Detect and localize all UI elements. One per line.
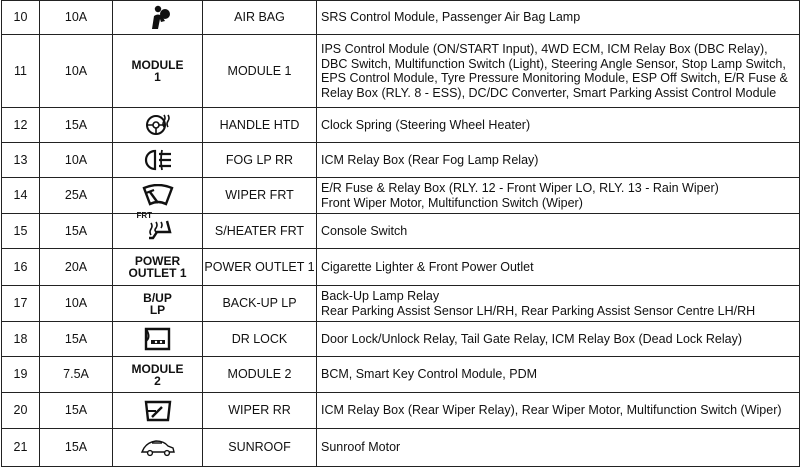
fuse-symbol — [113, 178, 203, 214]
fuse-symbol-label: MODULE 2 — [131, 361, 184, 388]
fuse-rating: 25A — [40, 178, 113, 214]
fuse-name: MODULE 1 — [203, 35, 317, 108]
description-line: ICM Relay Box (Rear Fog Lamp Relay) — [321, 152, 539, 167]
fuse-name: HANDLE HTD — [203, 108, 317, 143]
fuse-row — [2, 178, 800, 214]
fuse-name: S/HEATER FRT — [203, 214, 317, 249]
fuse-row — [2, 143, 800, 178]
door-lock-icon — [113, 327, 202, 351]
fuse-table-body — [2, 1, 800, 467]
description-line: EPS Control Module, Tyre Pressure Monitoring Module, ESP Off Switch, E/R Fuse & — [321, 71, 788, 85]
fuse-row — [2, 1, 800, 35]
sunroof-icon — [113, 439, 202, 457]
fuse-row — [2, 108, 800, 143]
rear-fog-lamp-icon — [113, 149, 202, 171]
fuse-row — [2, 286, 800, 322]
fuse-rating: 15A — [40, 214, 113, 249]
description-line: BCM, Smart Key Control Module, PDM — [321, 367, 538, 382]
fuse-name: POWER OUTLET 1 — [203, 249, 317, 286]
fuse-symbol-label: B/UP LP — [143, 290, 172, 317]
fuse-name: FOG LP RR — [203, 143, 317, 178]
fuse-symbol — [113, 108, 203, 143]
fuse-description — [317, 178, 800, 214]
fuse-number: 15 — [2, 214, 40, 249]
fuse-name: AIR BAG — [203, 1, 317, 35]
rear-wiper-icon — [113, 399, 202, 423]
description-line: Cigarette Lighter & Front Power Outlet — [321, 259, 534, 274]
fuse-name: WIPER RR — [203, 393, 317, 429]
fuse-name: MODULE 2 — [203, 357, 317, 393]
fuse-name: DR LOCK — [203, 322, 317, 357]
description-line: ICM Relay Box (Rear Wiper Relay), Rear Wiper Motor, Multifunction Switch (Wiper) — [321, 403, 782, 418]
fuse-symbol-label: POWER OUTLET 1 — [128, 254, 187, 280]
fuse-symbol — [113, 286, 203, 322]
fuse-row — [2, 249, 800, 286]
fuse-rating: 10A — [40, 1, 113, 35]
description-line: Back-Up Lamp Relay — [321, 289, 440, 303]
fuse-symbol-label: FRT — [136, 211, 153, 220]
front-seat-heater-icon — [136, 211, 173, 240]
steering-wheel-heater-icon — [113, 112, 202, 138]
fuse-number: 20 — [2, 393, 40, 429]
fuse-symbol — [113, 211, 203, 249]
fuse-symbol — [113, 143, 203, 178]
fuse-name: SUNROOF — [203, 429, 317, 467]
fuse-number: 16 — [2, 249, 40, 286]
fuse-number: 11 — [2, 35, 40, 108]
fuse-rating: 10A — [40, 286, 113, 322]
fuse-name: WIPER FRT — [203, 178, 317, 214]
fuse-row — [2, 35, 800, 108]
fuse-symbol — [113, 393, 203, 429]
fuse-rating: 15A — [40, 429, 113, 467]
fuse-rating: 20A — [40, 249, 113, 286]
fuse-rating: 7.5A — [40, 357, 113, 393]
description-line: E/R Fuse & Relay Box (RLY. 12 - Front Wiper LO, RLY. 13 - Rain Wiper) — [321, 181, 719, 195]
front-wiper-icon — [113, 184, 202, 208]
fuse-description — [317, 357, 800, 393]
fuse-symbol — [113, 249, 203, 286]
fuse-number: 10 — [2, 1, 40, 35]
fuse-description — [317, 214, 800, 249]
fuse-row — [2, 393, 800, 429]
fuse-symbol — [113, 429, 203, 467]
fuse-row — [2, 322, 800, 357]
fuse-row — [2, 357, 800, 393]
fuse-rating: 15A — [40, 393, 113, 429]
fuse-number: 13 — [2, 143, 40, 178]
fuse-number: 19 — [2, 357, 40, 393]
airbag-icon — [113, 5, 202, 31]
fuse-symbol-label: MODULE 1 — [131, 58, 184, 84]
description-line: IPS Control Module (ON/START Input), 4WD ECM, ICM Relay Box (DBC Relay), — [321, 42, 768, 56]
fuse-row — [2, 214, 800, 249]
fuse-symbol — [113, 357, 203, 393]
fuse-description — [317, 322, 800, 357]
fuse-symbol — [113, 1, 203, 35]
fuse-symbol — [113, 35, 203, 108]
fuse-description — [317, 143, 800, 178]
fuse-description — [317, 249, 800, 286]
description-line: Rear Parking Assist Sensor LH/RH, Rear Parking Assist Sensor Centre LH/RH — [321, 303, 756, 318]
description-line: Sunroof Motor — [321, 440, 401, 455]
description-line: SRS Control Module, Passenger Air Bag Lamp — [321, 10, 581, 25]
fuse-number: 17 — [2, 286, 40, 322]
fuse-row — [2, 429, 800, 467]
description-line: Front Wiper Motor, Multifunction Switch (Wiper) — [321, 195, 583, 210]
fuse-number: 14 — [2, 178, 40, 214]
fuse-description — [317, 286, 800, 322]
description-line: DBC Switch, Multifunction Switch (Light), Steering Angle Sensor, Stop Lamp Switch, — [321, 56, 786, 71]
fuse-description — [317, 35, 800, 108]
fuse-description — [317, 429, 800, 467]
fuse-description — [317, 108, 800, 143]
fuse-name: BACK-UP LP — [203, 286, 317, 322]
description-line: Clock Spring (Steering Wheel Heater) — [321, 117, 531, 132]
description-line: Door Lock/Unlock Relay, Tail Gate Relay, ICM Relay Box (Dead Lock Relay) — [321, 331, 742, 346]
fuse-table — [1, 0, 800, 467]
fuse-rating: 10A — [40, 143, 113, 178]
fuse-number: 12 — [2, 108, 40, 143]
fuse-rating: 10A — [40, 35, 113, 108]
fuse-number: 18 — [2, 322, 40, 357]
fuse-symbol — [113, 322, 203, 357]
fuse-number: 21 — [2, 429, 40, 467]
fuse-description — [317, 1, 800, 35]
fuse-rating: 15A — [40, 322, 113, 357]
description-line: Console Switch — [321, 223, 408, 238]
description-line: Relay Box (RLY. 8 - ESS), DC/DC Converter, Smart Parking Assist Control Module — [321, 85, 777, 100]
fuse-description — [317, 393, 800, 429]
fuse-rating: 15A — [40, 108, 113, 143]
